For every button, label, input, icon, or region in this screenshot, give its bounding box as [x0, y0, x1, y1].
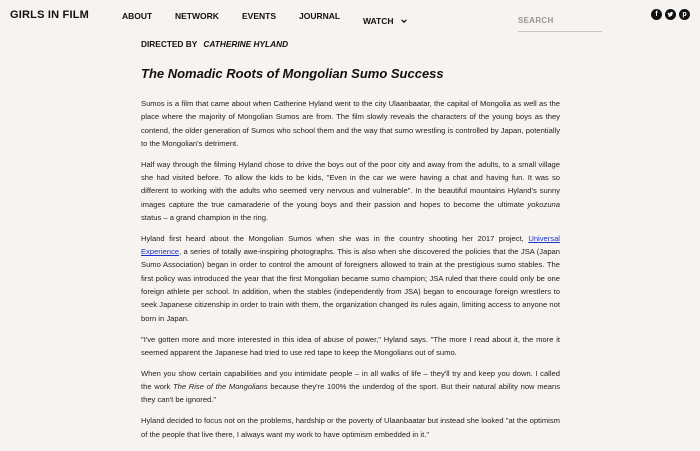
site-logo[interactable]: GIRLS IN FILM: [10, 9, 89, 21]
article-title: The Nomadic Roots of Mongolian Sumo Success: [141, 66, 444, 81]
nav-network[interactable]: NETWORK: [175, 11, 219, 21]
twitter-icon[interactable]: [665, 9, 676, 20]
paragraph: Half way through the filming Hyland chose to drive the boys out of the poor city and away from the adults, to a small village she had visited before. To allow the kids to be kids, "Even in the car we were having a chat and having fun. It was so different to working with the adults who seemed very nervous and vulnerable". In the beautiful mountains Hyland's sunny images capture the true camaraderie of the young boys and their passion and hopes to become the ultimate yokozuna status – a grand champion in the ring.: [141, 159, 560, 222]
nav-watch[interactable]: WATCH: [363, 16, 394, 26]
director-credit: [141, 39, 288, 49]
facebook-icon[interactable]: f: [651, 9, 662, 20]
paragraph: When you show certain capabilities and you intimidate people – in all walks of life – they'll try and keep you down. I called the work The Rise of the Mongolians because they're 100% the underdog of the sport. But their natural ability now means they can't be ignored.": [141, 368, 561, 405]
pinterest-icon[interactable]: p: [679, 9, 690, 20]
nav-watch-dropdown[interactable]: [363, 11, 408, 29]
search-input[interactable]: [518, 16, 602, 25]
credit-label: DIRECTED BY: [141, 39, 198, 49]
nav-events[interactable]: EVENTS: [242, 11, 277, 21]
director-name: CATHERINE HYLAND: [203, 39, 289, 49]
universal-experience-link[interactable]: Universal Experience: [141, 233, 560, 257]
article-body: [141, 97, 560, 448]
paragraph: Hyland decided to focus not on the problems, hardship or the poverty of Ulaanbaatar but instead she looked "at the optimism of the people that live there, I always want my work to have optimism embedded in it.": [141, 416, 560, 439]
search-box: [518, 10, 602, 32]
nav-about[interactable]: ABOUT: [122, 11, 153, 21]
paragraph: Sumos is a film that came about when Catherine Hyland went to the city Ulaanbaatar, the capital of Mongolia as well as the place where the majority of Mongolian Sumos are from. The film slowly reveals the characters of the young boys as they contend, the older generation of Sumos who school them and the way that sumo wrestling is controlled by Japan, potentially to the Mongolian's detriment.: [141, 99, 560, 148]
nav-journal[interactable]: JOURNAL: [299, 11, 341, 21]
paragraph: "I've gotten more and more interested in this idea of abuse of power," Hyland says. "The more I read about it, the more it seemed apparent the Japanese had tried to use red tape to keep the Mongolians out of sumo.: [141, 334, 560, 357]
top-navigation: [0, 0, 700, 30]
chevron-down-icon: [400, 17, 408, 25]
paragraph: Hyland first heard about the Mongolian Sumos when she was in the country shooting her 2017 project, Universal Experience, a series of totally awe-inspiring photographs. This is also when she discovered the policies that the JSA (Japan Sumo Association) began in order to control the amount of foreigners allowed to train at the prestigious sumo stables. The first policy was introduced the year that the first Mongolian became sumo champion; JSA ruled that there could only be one foreign athlete per school. In addition, when the stables (independently from JSA) began to encourage foreign wrestlers to seek Japanese citizenship in order to train with them, the organization changed its rules again, limiting access to anyone not born in Japan.: [141, 233, 560, 323]
